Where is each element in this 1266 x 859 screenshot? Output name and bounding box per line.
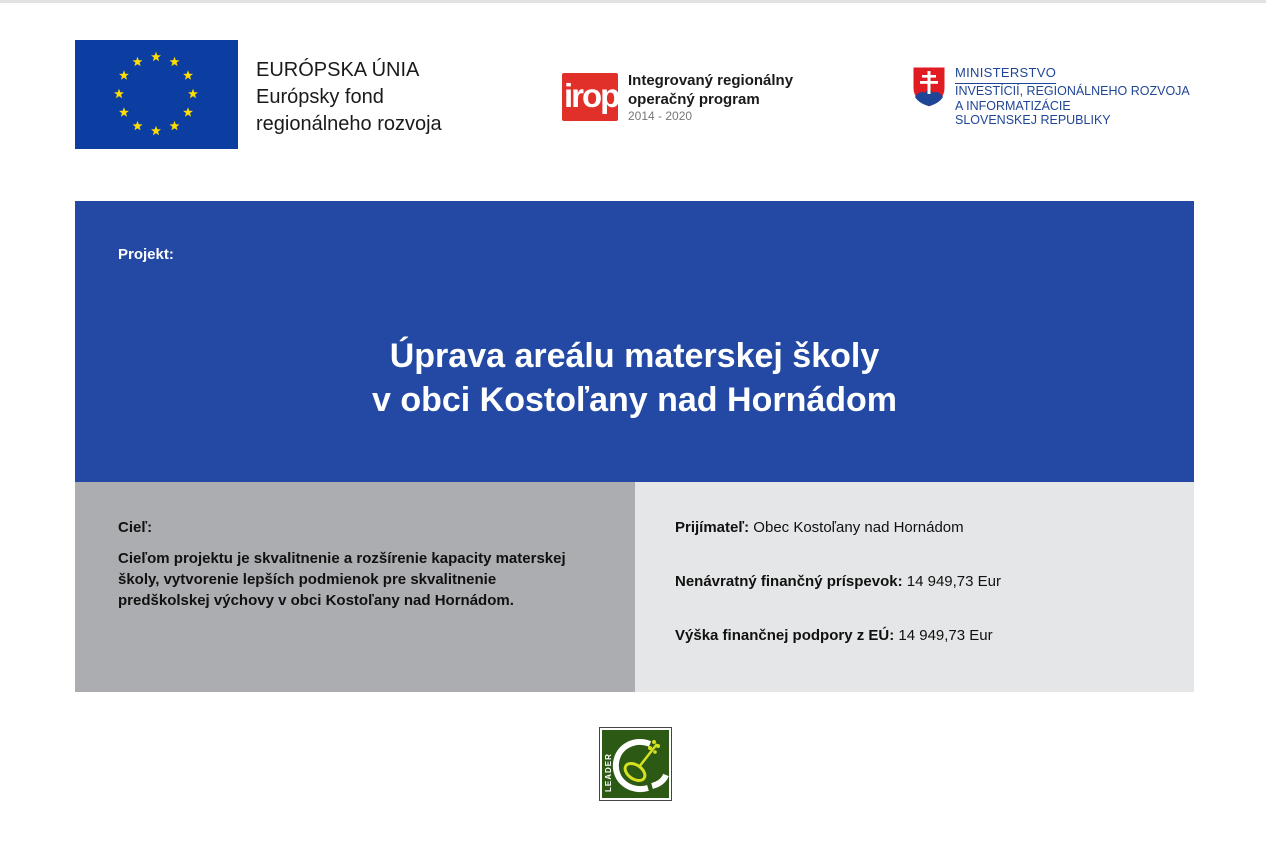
ministry-title: MINISTERSTVO xyxy=(955,65,1056,84)
irop-logo-icon xyxy=(562,73,618,121)
eu-support-row xyxy=(675,627,993,644)
eu-star-icon xyxy=(170,57,180,66)
eu-star-icon xyxy=(119,107,129,116)
eu-star-icon xyxy=(183,107,193,116)
eu-star-icon xyxy=(114,89,124,98)
eu-star-icon xyxy=(133,57,143,66)
project-title-line1: Úprava areálu materskej školy xyxy=(389,337,880,375)
slovak-coat-of-arms-icon xyxy=(912,66,946,108)
eu-line1: EURÓPSKA ÚNIA xyxy=(256,59,420,81)
eu-line2: Európsky fond xyxy=(256,86,384,108)
eu-star-icon xyxy=(151,126,161,135)
eu-star-icon xyxy=(151,52,161,61)
recipient-value: Obec Kostoľany nad Hornádom xyxy=(749,519,964,536)
eu-line3: regionálneho rozvoja xyxy=(256,113,442,135)
grant-value: 14 949,73 Eur xyxy=(902,573,1001,590)
leader-text: LEADER xyxy=(604,753,613,792)
project-title xyxy=(75,334,1194,422)
irop-line2: operačný program xyxy=(628,91,760,108)
ministry-line3: SLOVENSKEJ REPUBLIKY xyxy=(955,113,1111,127)
eu-star-icon xyxy=(188,89,198,98)
project-panel xyxy=(75,201,1194,482)
eu-support-label: Výška finančnej podpory z EÚ: xyxy=(675,627,895,644)
info-panel xyxy=(635,482,1194,692)
goal-text: Cieľom projektu je skvalitnenie a rozšírenie kapacity materskej školy, vytvorenie lepších podmienok pre skvalitnenie predškolskej výchovy v obci Kostoľany nad Hornádom. xyxy=(118,550,566,609)
recipient-label: Prijímateľ: xyxy=(675,519,750,536)
ministry-line1: INVESTÍCIÍ, REGIONÁLNEHO ROZVOJA xyxy=(955,84,1190,98)
goal-panel xyxy=(75,482,635,692)
irop-logo-text xyxy=(628,71,793,124)
eu-star-icon xyxy=(183,70,193,79)
goal-label: Cieľ: xyxy=(118,519,153,536)
eu-star-icon xyxy=(170,121,180,130)
eu-support-value: 14 949,73 Eur xyxy=(894,627,993,644)
eu-star-icon xyxy=(133,121,143,130)
ministry-logo-text xyxy=(955,64,1190,128)
top-rule xyxy=(0,0,1266,3)
project-label: Projekt: xyxy=(118,246,174,263)
irop-years: 2014 - 2020 xyxy=(628,109,693,123)
recipient-row xyxy=(675,519,964,536)
eu-flag-icon xyxy=(75,40,238,149)
grant-label: Nenávratný finančný príspevok: xyxy=(675,573,903,590)
grant-row xyxy=(675,573,1001,590)
irop-mark-text: irop xyxy=(564,77,619,114)
eu-logo-text xyxy=(256,57,442,138)
project-title-line2: v obci Kostoľany nad Hornádom xyxy=(371,381,898,419)
irop-line1: Integrovaný regionálny xyxy=(628,72,794,89)
eu-star-icon xyxy=(119,70,129,79)
ministry-line2: A INFORMATIZÁCIE xyxy=(955,98,1071,113)
leader-logo-icon xyxy=(599,727,672,801)
